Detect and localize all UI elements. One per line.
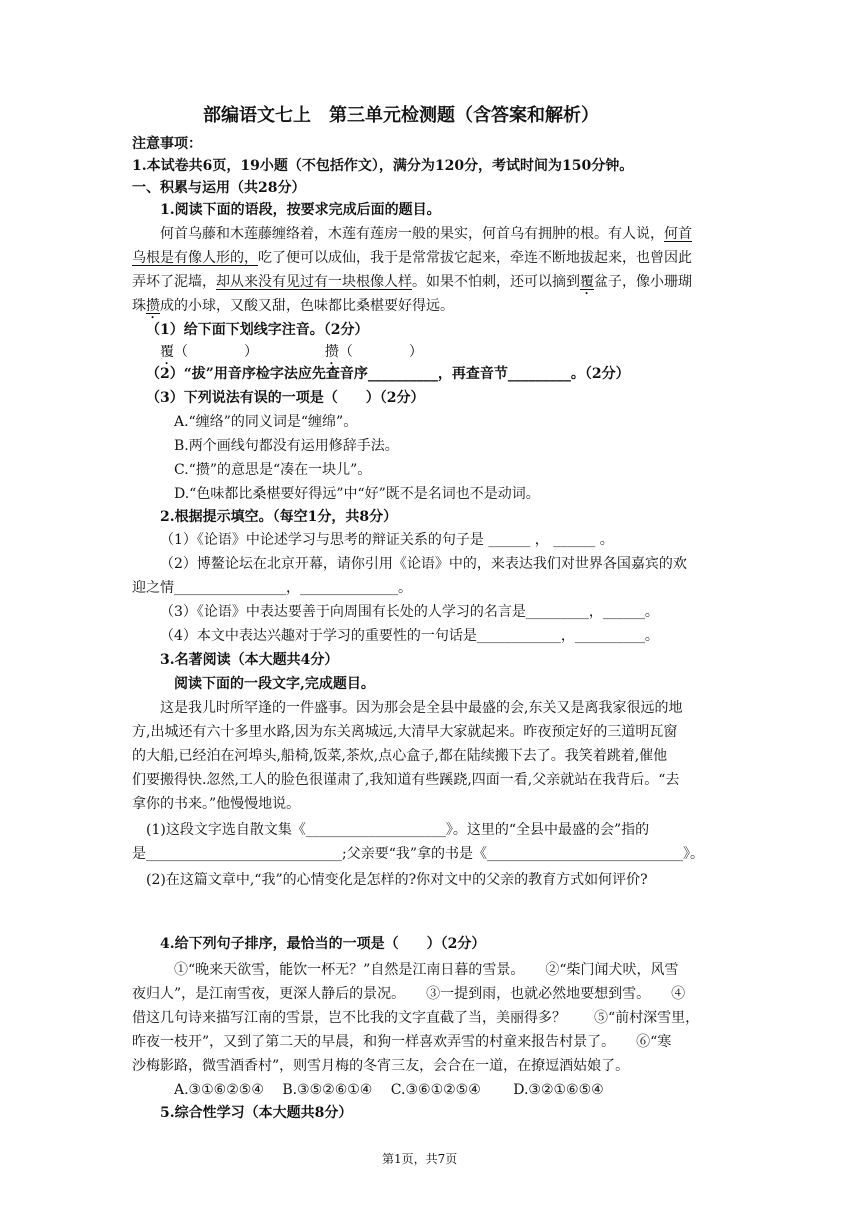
- q1-sub1-char-2: 攒: [324, 344, 339, 360]
- q1-p3-marked-char: 覆: [580, 274, 594, 290]
- q3-sub-1-line-2: 是____________________________;父亲要“我”拿的书是《____________________________》。: [132, 846, 705, 862]
- q1-option-d: D.“色味都比桑椹要好得远”中“好”既不是名词也不是动词。: [174, 486, 540, 502]
- q1-sub1-char-1: 覆: [160, 344, 174, 360]
- q1-stem: 1.阅读下面的语段，按要求完成后面的题目。: [160, 202, 441, 218]
- q3-intro: 阅读下面的一段文字,完成题目。: [174, 676, 375, 692]
- q4-stem: 4.给下列句子排序，最恰当的一项是（ ）（2分）: [160, 936, 486, 952]
- page-title: 部编语文七上 第三单元检测题（含答案和解析）: [203, 105, 599, 126]
- q5-stem: 5.综合性学习（本大题共8分）: [160, 1105, 353, 1121]
- q1-sub-1: （1）给下面下划线字注音。（2分）: [146, 322, 369, 338]
- q4-text-line-2: 夜归人”，是江南雪夜，更深人静后的景况。 ③一提到雨，也就必然地要想到雪。 ④: [132, 986, 686, 1002]
- notice-item-1: 1.本试卷共6页，19小题（不包括作文），满分为120分，考试时间为150分钟。: [132, 158, 634, 174]
- q1-p1-text: 何首乌藤和木莲藤缠络着，木莲有莲房一般的果实，何首乌有拥肿的根。有人说，: [160, 226, 664, 242]
- q1-option-a: A.“缠络”的同义词是“缠绵”。: [174, 414, 358, 430]
- page-footer: 第1页，共7页: [382, 1152, 458, 1166]
- q2-item-1: （1）《论语》中论述学习与思考的辩证关系的句子是 ______ ， ______ 。: [160, 532, 614, 548]
- q1-sub1-blank-2[interactable]: （ ）: [338, 344, 423, 360]
- q2-item-3: （3）《论语》中表达要善于向周围有长处的人学习的名言是_________，______。: [160, 604, 659, 620]
- q3-passage-line-2: 方,出城还有六十多里水路,因为东关离城远,大清早大家就起来。昨夜预定好的三道明瓦窗: [132, 724, 678, 740]
- q1-p3-text-b: 。如果不怕刺，还可以摘到: [412, 274, 580, 290]
- q1-sub1-blank-1[interactable]: （ ）: [174, 344, 258, 360]
- q2-item-2-line-1: （2）博鳌论坛在北京开幕，请你引用《论语》中的，来表达我们对世界各国嘉宾的欢: [160, 556, 687, 572]
- q1-option-b: B.两个画线句都没有运用修辞手法。: [174, 438, 399, 454]
- q3-passage-line-1: 这是我儿时所罕逢的一件盛事。因为那会是全县中最盛的会,东关又是离我家很远的地: [160, 700, 683, 716]
- q1-p4-text-b: 成的小球，又酸又甜，色味都比桑椹要好得远。: [160, 298, 454, 314]
- q4-text-line-1: ①“晚来天欲雪，能饮一杯无？”自然是江南日暮的雪景。 ②“柴门闻犬吠，风雪: [174, 962, 679, 978]
- q3-sub-2: (2)在这篇文章中,“我”的心情变化是怎样的?你对文中的父亲的教育方式如何评价?: [146, 872, 648, 888]
- q3-passage-line-4: 们要搬得快.忽然,工人的脸色很谨肃了,我知道有些蹊跷,四面一看,父亲就站在我背后。“去: [132, 772, 680, 788]
- q4-text-line-4: 昨夜一枝开”，又到了第二天的早晨，和狗一样喜欢弄雪的村童来报告村景了。 ⑥“寒: [132, 1034, 672, 1050]
- q1-p3-underlined: 却从来没有见过有一块根像人样: [216, 274, 412, 290]
- q3-passage-line-3: 的大船,已经泊在河埠头,船椅,饭菜,茶炊,点心盒子,都在陆续搬下去了。我笑着跳着,催他: [132, 748, 668, 764]
- q2-item-4: （4）本文中表达兴趣对于学习的重要性的一句话是____________，__________。: [160, 628, 659, 644]
- q3-sub-1-line-1: (1)这段文字选自散文集《____________________》。这里的“全县中最盛的会”指的: [146, 822, 650, 838]
- q2-stem: 2.根据提示填空。（每空1分，共8分）: [160, 509, 398, 525]
- q1-p3-text-c: 盆子，像小珊瑚: [594, 274, 692, 290]
- q1-p3-text-a: 弄坏了泥墙，: [132, 274, 216, 290]
- notice-heading: 注意事项：: [132, 136, 202, 152]
- q1-sub-3: （3）下列说法有误的一项是（ ）（2分）: [146, 390, 425, 406]
- q1-p2-underlined: 乌根是有像人形的，: [132, 250, 258, 266]
- q2-item-2-line-2: 迎之情________________，______________。: [132, 580, 412, 596]
- q3-passage-line-5: 拿你的书来。”他慢慢地说。: [132, 796, 301, 812]
- q3-stem: 3.名著阅读（本大题共4分）: [160, 652, 339, 668]
- q1-passage-line-2: [132, 248, 692, 268]
- q4-text-line-3: 借这几句诗来描写江南的雪景，岂不比我的文字直截了当，美丽得多？ ⑤“前村深雪里，: [132, 1010, 700, 1026]
- q1-option-c: C.“攒”的意思是“凑在一块儿”。: [174, 462, 372, 478]
- q1-passage-line-1: [160, 224, 692, 244]
- q1-p4-text-a: 珠: [132, 298, 146, 314]
- q4-text-line-5: 沙梅影路，微雪酒香村”，则雪月梅的冬宵三友，会合在一道，在撩逗酒姑娘了。: [132, 1058, 630, 1074]
- q1-sub-2: （2）“拔”用音序检字法应先查音序__________，再查音节_________。（2分）: [146, 366, 630, 382]
- q1-p4-marked-char: 攒: [146, 298, 160, 314]
- q1-p1-underlined: 何首: [664, 226, 692, 242]
- section-1-heading: 一、积累与运用（共28分）: [132, 180, 306, 196]
- q1-p2-text: 吃了便可以成仙，我于是常常拔它起来，牵连不断地拔起来，也曾因此: [258, 250, 692, 266]
- q1-passage-line-3: [132, 272, 692, 298]
- q1-passage-line-4: [132, 296, 454, 322]
- q4-options: A.③①⑥②⑤④ B.③⑤②⑥①④ C.③⑥①②⑤④ D.③②①⑥⑤④: [174, 1082, 604, 1098]
